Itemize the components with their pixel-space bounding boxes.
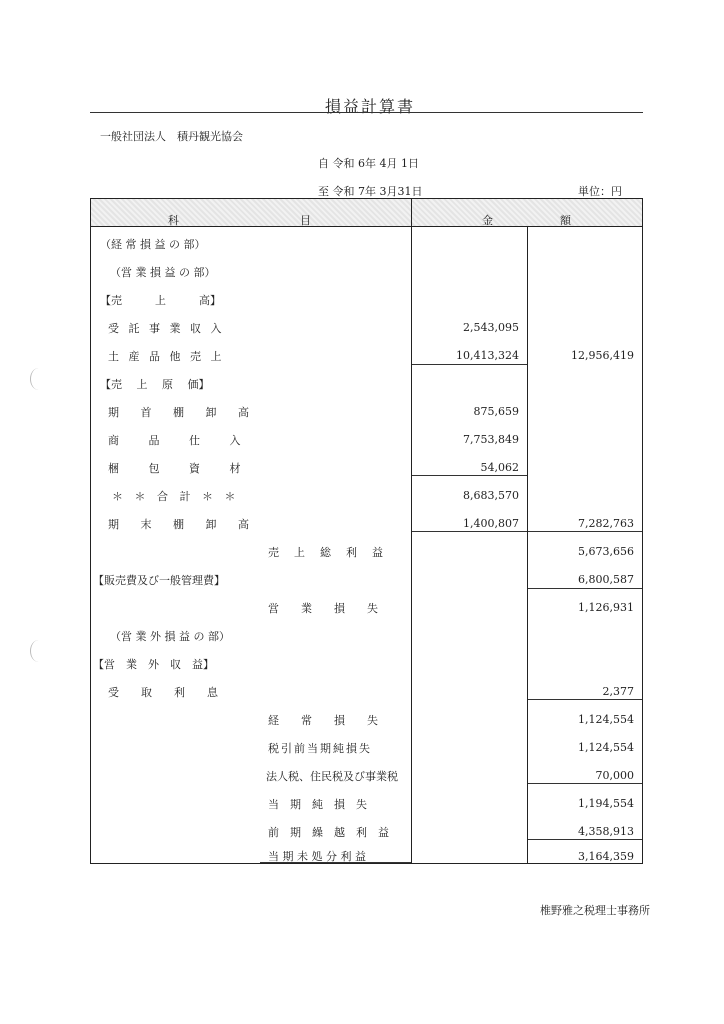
- row-label: 法人税、住民税及び事業税: [266, 770, 398, 783]
- period-to: 至 令和 7年 3月31日: [318, 185, 423, 198]
- row-label: 【販売費及び一般管理費】: [93, 574, 225, 587]
- row-sub-amount: 7,753,849: [463, 433, 519, 446]
- row-total-amount: 1,124,554: [578, 741, 634, 754]
- row-label: 税引前当期純損失: [268, 742, 372, 755]
- punch-hole-mark: [30, 368, 47, 390]
- row-label: 受 取 利 息: [108, 686, 218, 699]
- row-label: 受 託 事 業 収 入: [108, 322, 225, 335]
- row-total-amount: 7,282,763: [578, 517, 634, 530]
- header-kingaku-right: 額: [560, 214, 571, 227]
- row-label: 当 期 純 損 失: [268, 798, 367, 811]
- row-label: 期 末 棚 卸 高: [108, 518, 258, 531]
- punch-hole-mark: [30, 640, 47, 662]
- row-label: 土 産 品 他 売 上: [108, 350, 225, 363]
- row-label: （経 常 損 益 の 部）: [100, 238, 206, 251]
- row-label: 【売 上 原 価】: [100, 378, 210, 391]
- sub-rule: [412, 475, 527, 476]
- row-total-amount: 12,956,419: [571, 349, 634, 362]
- row-sub-amount: 1,400,807: [463, 517, 519, 530]
- header-kamoku-left: 科: [168, 214, 179, 227]
- organization-name: 一般社団法人 積丹観光協会: [100, 130, 243, 143]
- row-sub-amount: 875,659: [473, 405, 519, 418]
- row-label: 経 常 損 失: [268, 714, 378, 727]
- row-total-amount: 70,000: [595, 769, 634, 782]
- row-total-amount: 3,164,359: [578, 850, 634, 863]
- row-total-amount: 2,377: [602, 685, 634, 698]
- total-rule: [528, 839, 642, 840]
- row-total-amount: 1,126,931: [578, 601, 634, 614]
- row-sub-amount: 54,062: [480, 461, 519, 474]
- row-total-amount: 5,673,656: [578, 545, 634, 558]
- row-total-amount: 1,194,554: [578, 797, 634, 810]
- unit-label: 単位：円: [578, 185, 622, 198]
- row-total-amount: 4,358,913: [578, 825, 634, 838]
- row-label: 当 期 未 処 分 利 益: [268, 850, 366, 863]
- row-label: 営 業 損 失: [268, 602, 378, 615]
- row-label: 商 品 仕 入: [108, 434, 246, 447]
- period-from: 自 令和 6年 4月 1日: [318, 157, 419, 170]
- row-label: （営 業 損 益 の 部）: [110, 266, 216, 279]
- total-rule: [528, 783, 642, 784]
- accountant-office: 椎野雅之税理士事務所: [540, 904, 650, 917]
- page-title: 損益計算書: [324, 97, 415, 116]
- row-label: 梱 包 資 材: [108, 462, 246, 475]
- total-rule: [528, 531, 642, 532]
- row-sub-amount: 2,543,095: [463, 321, 519, 334]
- row-label: 期 首 棚 卸 高: [108, 406, 258, 419]
- sub-rule: [412, 531, 527, 532]
- total-rule: [528, 699, 642, 700]
- header-kamoku-right: 目: [300, 214, 311, 227]
- total-rule: [528, 588, 642, 589]
- row-total-amount: 1,124,554: [578, 713, 634, 726]
- row-sub-amount: 10,413,324: [456, 349, 519, 362]
- row-label: （営 業 外 損 益 の 部）: [110, 630, 230, 643]
- title-underline: [90, 112, 643, 113]
- row-label: 【営 業 外 収 益】: [93, 658, 214, 671]
- row-label: 【売 上 高】: [100, 294, 221, 307]
- header-kingaku-left: 金: [482, 214, 493, 227]
- row-label: ＊ ＊ 合 計 ＊ ＊: [112, 490, 240, 503]
- row-label: 前 期 繰 越 利 益: [268, 826, 389, 839]
- row-label: 売 上 総 利 益: [268, 546, 385, 559]
- sub-rule: [412, 364, 527, 365]
- row-total-amount: 6,800,587: [578, 573, 634, 586]
- row-sub-amount: 8,683,570: [463, 489, 519, 502]
